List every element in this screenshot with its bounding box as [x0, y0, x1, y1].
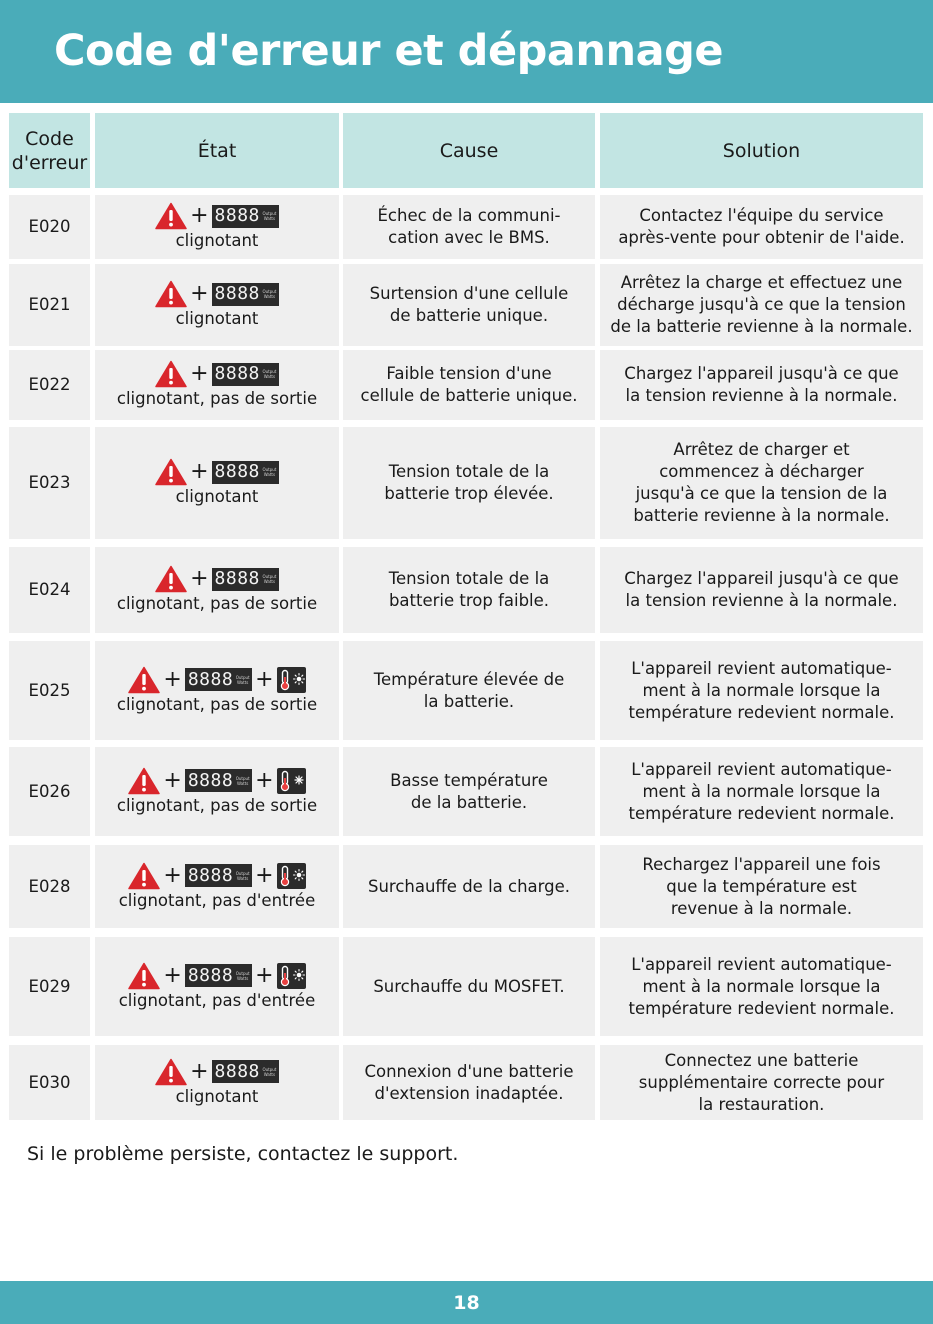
code-text: E026 [28, 781, 71, 801]
warning-triangle-icon [128, 666, 160, 694]
cell-state [95, 264, 339, 346]
state-text: clignotant, pas de sortie [116, 694, 318, 714]
cause-text: Faible tension d'une cellule de batterie unique. [360, 364, 578, 405]
lcd-units [235, 776, 250, 786]
status-icons [155, 458, 279, 486]
lcd-units [235, 971, 250, 981]
solution-text: Rechargez l'appareil une fois que la température est revenue à la normale. [642, 854, 881, 918]
lcd-digits: 8888 [187, 668, 234, 690]
header-state-label: État [197, 139, 237, 162]
cell-cause [343, 427, 595, 539]
plus-sign: + [255, 666, 274, 692]
warning-triangle-icon [128, 767, 160, 795]
cell-solution [600, 937, 923, 1036]
code-text: E030 [28, 1072, 71, 1092]
lcd-unit-top: Output [262, 574, 277, 579]
lcd-display-icon [212, 568, 279, 591]
code-text: E023 [28, 473, 71, 492]
code-text: E022 [28, 375, 71, 394]
cell-cause [343, 1045, 595, 1120]
lcd-unit-bottom: Watts [236, 875, 249, 881]
cell-code [9, 641, 90, 740]
warning-triangle-icon [155, 360, 187, 388]
plus-sign: + [163, 666, 182, 692]
cell-code [9, 747, 90, 836]
status-icons [155, 202, 279, 230]
lcd-display-icon [185, 668, 252, 691]
lcd-unit-top: Output [262, 467, 277, 472]
cause-text: Basse température de la batterie. [390, 770, 548, 812]
plus-sign: + [190, 459, 209, 484]
plus-sign: + [255, 962, 274, 988]
warning-triangle-icon [155, 565, 187, 593]
thermometer-hot-icon [277, 963, 306, 989]
cell-cause [343, 641, 595, 740]
lcd-unit-bottom: Watts [263, 1071, 276, 1077]
cell-code [9, 1045, 90, 1120]
code-text: E020 [28, 217, 71, 236]
cell-solution [600, 747, 923, 836]
lcd-digits: 8888 [214, 363, 260, 384]
header-code-label: Code d'erreur [11, 127, 88, 174]
plus-sign: + [163, 862, 182, 888]
state-text: clignotant, pas de sortie [116, 795, 318, 815]
plus-sign: + [190, 566, 209, 591]
header-cause [343, 113, 595, 188]
code-text: E024 [28, 580, 71, 599]
lcd-unit-top: Output [262, 369, 277, 374]
lcd-units [235, 675, 250, 685]
cell-state [95, 1045, 339, 1120]
lcd-unit-top: Output [235, 970, 250, 976]
page-header [0, 0, 933, 103]
cell-solution [600, 1045, 923, 1120]
lcd-digits: 8888 [214, 205, 260, 226]
header-state [95, 113, 339, 188]
warning-triangle-icon [128, 962, 160, 990]
cell-code [9, 937, 90, 1036]
cause-text: Tension totale de la batterie trop élevée. [384, 462, 554, 503]
lcd-unit-bottom: Watts [236, 780, 249, 786]
state-text: clignotant [175, 309, 259, 328]
state-text: clignotant, pas de sortie [116, 594, 318, 613]
solution-text: L'appareil revient automatique- ment à la normale lorsque la température redevient normale. [628, 759, 895, 823]
state-text: clignotant, pas d'entrée [118, 890, 316, 910]
code-text: E025 [28, 680, 71, 700]
cause-text: Tension totale de la batterie trop faible. [388, 569, 550, 610]
lcd-units [262, 211, 277, 221]
lcd-unit-bottom: Watts [263, 579, 276, 584]
lcd-units [235, 871, 250, 881]
cell-state [95, 427, 339, 539]
plus-sign: + [163, 962, 182, 988]
lcd-digits: 8888 [214, 568, 260, 589]
cell-state [95, 641, 339, 740]
cause-text: Échec de la communi- cation avec le BMS. [377, 206, 561, 247]
cell-cause [343, 845, 595, 928]
status-icons [155, 565, 279, 593]
lcd-display-icon [212, 461, 279, 484]
cause-text: Surchauffe de la charge. [367, 876, 571, 896]
page-title: Code d'erreur et dépannage [54, 26, 724, 76]
cell-cause [343, 350, 595, 420]
cell-solution [600, 195, 923, 259]
lcd-unit-bottom: Watts [263, 294, 276, 299]
warning-triangle-icon [155, 458, 187, 486]
cell-cause [343, 195, 595, 259]
lcd-unit-top: Output [235, 870, 250, 876]
cause-text: Connexion d'une batterie d'extension inadaptée. [364, 1061, 574, 1103]
status-icons [128, 666, 305, 694]
lcd-display-icon [212, 1060, 279, 1083]
cell-cause [343, 937, 595, 1036]
lcd-units [262, 467, 277, 477]
thermometer-hot-icon [277, 667, 306, 693]
lcd-digits: 8888 [187, 864, 234, 886]
lcd-display-icon [212, 363, 279, 386]
plus-sign: + [190, 203, 209, 228]
status-icons [128, 862, 305, 890]
state-text: clignotant [175, 487, 259, 506]
lcd-unit-bottom: Watts [263, 216, 276, 221]
solution-text: L'appareil revient automatique- ment à la normale lorsque la température redevient normale. [628, 954, 895, 1018]
plus-sign: + [190, 1058, 209, 1084]
state-text: clignotant, pas de sortie [116, 389, 318, 408]
thermometer-hot-icon [277, 863, 306, 889]
lcd-unit-top: Output [235, 775, 250, 781]
lcd-unit-top: Output [262, 289, 277, 294]
lcd-units [262, 574, 277, 584]
cell-solution [600, 547, 923, 633]
cell-cause [343, 264, 595, 346]
solution-text: Chargez l'appareil jusqu'à ce que la tension revienne à la normale. [624, 364, 899, 405]
plus-sign: + [163, 767, 182, 793]
state-text: clignotant [175, 1086, 259, 1106]
lcd-digits: 8888 [214, 1060, 260, 1082]
cell-code [9, 350, 90, 420]
lcd-units [262, 369, 277, 379]
cell-cause [343, 747, 595, 836]
lcd-digits: 8888 [214, 461, 260, 482]
header-code [9, 113, 90, 188]
lcd-units [262, 1067, 277, 1077]
status-icons [128, 962, 305, 990]
cell-solution [600, 641, 923, 740]
solution-text: Arrêtez la charge et effectuez une décharge jusqu'à ce que la tension de la batterie revienne à la normale. [610, 273, 913, 336]
warning-triangle-icon [155, 280, 187, 308]
status-icons [155, 360, 279, 388]
lcd-digits: 8888 [187, 769, 234, 791]
status-icons [155, 1058, 279, 1086]
cell-code [9, 427, 90, 539]
cell-state [95, 937, 339, 1036]
lcd-digits: 8888 [187, 964, 234, 986]
lcd-digits: 8888 [214, 283, 260, 304]
lcd-unit-top: Output [235, 674, 250, 680]
lcd-display-icon [185, 769, 252, 792]
cell-solution [600, 264, 923, 346]
solution-text: Contactez l'équipe du service après-vente pour obtenir de l'aide. [618, 206, 905, 247]
cause-text: Surchauffe du MOSFET. [373, 976, 565, 996]
cell-state [95, 747, 339, 836]
cell-cause [343, 547, 595, 633]
cause-text: Température élevée de la batterie. [373, 669, 565, 711]
header-solution [600, 113, 923, 188]
code-text: E028 [28, 876, 71, 896]
cell-state [95, 350, 339, 420]
warning-triangle-icon [155, 1058, 187, 1086]
cell-code [9, 195, 90, 259]
cause-text: Surtension d'une cellule de batterie unique. [369, 284, 569, 325]
cell-state [95, 845, 339, 928]
cell-state [95, 195, 339, 259]
page-footer [0, 1281, 933, 1324]
cell-code [9, 547, 90, 633]
status-icons [128, 767, 305, 795]
cell-solution [600, 427, 923, 539]
code-text: E029 [28, 976, 71, 996]
cell-state [95, 547, 339, 633]
state-text: clignotant, pas d'entrée [118, 990, 316, 1010]
lcd-display-icon [212, 283, 279, 306]
lcd-display-icon [185, 864, 252, 887]
plus-sign: + [190, 281, 209, 306]
lcd-unit-bottom: Watts [263, 374, 276, 379]
warning-triangle-icon [128, 862, 160, 890]
lcd-unit-bottom: Watts [236, 679, 249, 685]
header-cause-label: Cause [439, 139, 499, 162]
lcd-display-icon [212, 205, 279, 228]
status-icons [155, 280, 279, 308]
cell-code [9, 264, 90, 346]
header-solution-label: Solution [722, 139, 801, 162]
cell-code [9, 845, 90, 928]
plus-sign: + [190, 361, 209, 386]
lcd-unit-top: Output [262, 211, 277, 216]
solution-text: L'appareil revient automatique- ment à la normale lorsque la température redevient normale. [628, 658, 895, 722]
lcd-display-icon [185, 964, 252, 987]
warning-triangle-icon [155, 202, 187, 230]
cell-solution [600, 350, 923, 420]
state-text: clignotant [175, 231, 259, 250]
plus-sign: + [255, 862, 274, 888]
plus-sign: + [255, 767, 274, 793]
page-number: 18 [453, 1291, 480, 1314]
solution-text: Chargez l'appareil jusqu'à ce que la tension revienne à la normale. [624, 569, 899, 610]
code-text: E021 [28, 295, 71, 314]
lcd-units [262, 289, 277, 299]
lcd-unit-top: Output [262, 1066, 277, 1072]
cell-solution [600, 845, 923, 928]
support-note: Si le problème persiste, contactez le support. [27, 1143, 459, 1165]
solution-text: Connectez une batterie supplémentaire correcte pour la restauration. [638, 1050, 885, 1114]
solution-text: Arrêtez de charger et commencez à décharger jusqu'à ce que la tension de la batterie revienne à la normale. [633, 440, 890, 525]
lcd-unit-bottom: Watts [263, 472, 276, 477]
thermometer-cold-icon [277, 768, 306, 794]
lcd-unit-bottom: Watts [236, 975, 249, 981]
